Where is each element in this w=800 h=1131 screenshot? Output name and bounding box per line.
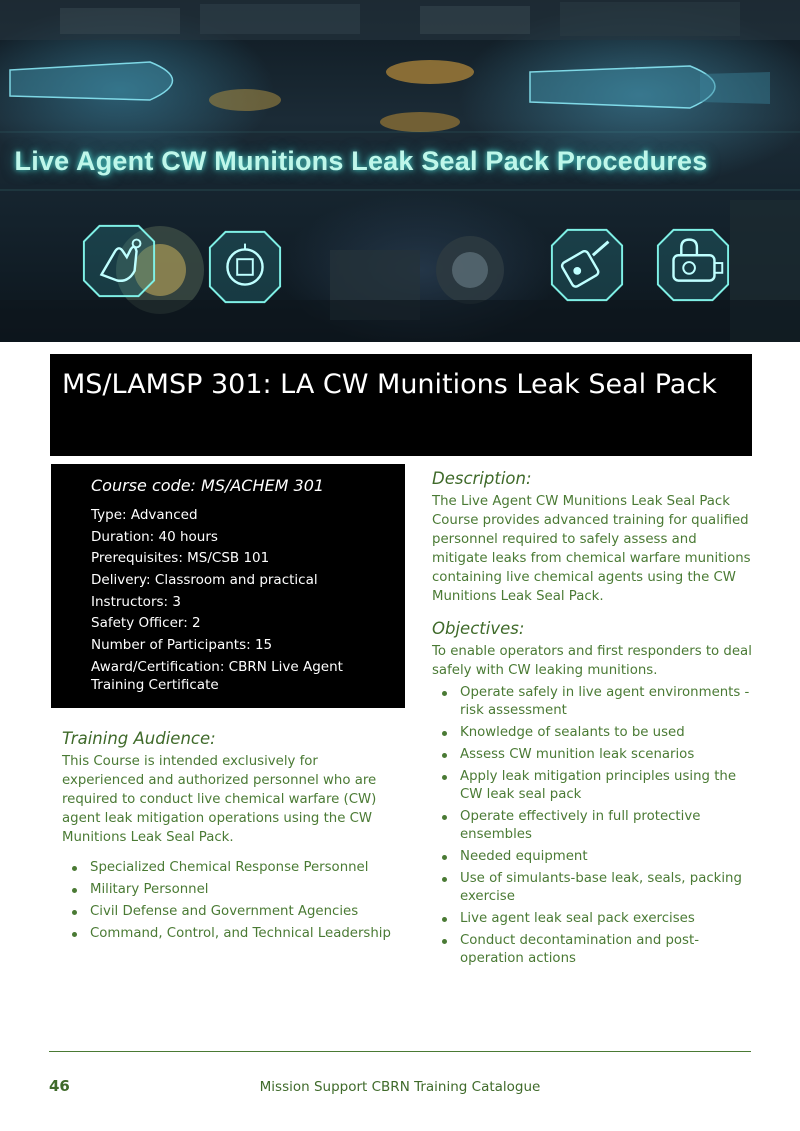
page-number: 46 xyxy=(49,1077,70,1095)
list-item: Knowledge of sealants to be used xyxy=(432,724,752,742)
description-heading: Description: xyxy=(432,469,532,488)
seal-device-icon xyxy=(206,228,284,306)
list-item: Use of simulants-base leak, seals, packing exercise xyxy=(432,870,752,906)
list-item: Assess CW munition leak scenarios xyxy=(432,746,752,764)
sealant-tool-icon xyxy=(548,226,626,304)
training-audience-text: This Course is intended exclusively for experienced and authorized personnel who are required to conduct live chemical warfare (CW) agent leak mitigation operations using the CW Munitions Leak Seal Pack. xyxy=(62,754,377,845)
footer-title: Mission Support CBRN Training Catalogue xyxy=(259,1079,541,1095)
glove-hand-icon xyxy=(80,222,158,300)
list-item: Apply leak mitigation principles using the CW leak seal pack xyxy=(432,768,752,804)
training-audience-section xyxy=(62,728,392,947)
training-audience-heading: Training Audience: xyxy=(62,729,216,748)
footer-divider xyxy=(49,1051,751,1052)
list-item: Operate effectively in full protective ensembles xyxy=(432,808,752,844)
objectives-list xyxy=(432,684,752,968)
detail-prerequisites: Prerequisites: MS/CSB 101 xyxy=(91,550,270,567)
detail-safety-officer: Safety Officer: 2 xyxy=(91,615,201,632)
lock-pump-icon xyxy=(654,226,732,304)
list-item: Live agent leak seal pack exercises xyxy=(432,910,752,928)
course-code: Course code: MS/ACHEM 301 xyxy=(91,476,325,495)
list-item: Command, Control, and Technical Leadership xyxy=(62,925,392,943)
list-item: Conduct decontamination and post-operation actions xyxy=(432,932,752,968)
list-item: Needed equipment xyxy=(432,848,752,866)
audience-list xyxy=(62,859,392,943)
banner-title: Live Agent CW Munitions Leak Seal Pack Procedures xyxy=(14,146,708,176)
list-item: Operate safely in live agent environments - risk assessment xyxy=(432,684,752,720)
course-title: MS/LAMSP 301: LA CW Munitions Leak Seal Pack xyxy=(62,369,717,400)
objectives-text: To enable operators and first responders to deal safely with CW leaking munitions. xyxy=(432,644,752,678)
course-title-bar xyxy=(50,354,752,456)
list-item: Specialized Chemical Response Personnel xyxy=(62,859,392,877)
description-text: The Live Agent CW Munitions Leak Seal Pack Course provides advanced training for qualified personnel required to safely assess and mitigate leaks from chemical warfare munitions containing live chemical agents using the CW Munitions Leak Seal Pack. xyxy=(432,494,751,604)
detail-duration: Duration: 40 hours xyxy=(91,528,218,545)
detail-instructors: Instructors: 3 xyxy=(91,593,181,610)
list-item: Military Personnel xyxy=(62,881,392,899)
detail-award: Award/Certification: CBRN Live Agent Training Certificate xyxy=(91,658,343,693)
list-item: Civil Defense and Government Agencies xyxy=(62,903,392,921)
banner-image xyxy=(0,0,800,342)
right-column xyxy=(432,468,752,972)
detail-type: Type: Advanced xyxy=(91,507,198,523)
detail-delivery: Delivery: Classroom and practical xyxy=(91,572,318,589)
course-info-box xyxy=(51,464,405,708)
detail-participants: Number of Participants: 15 xyxy=(91,637,273,654)
course-details-list xyxy=(91,506,395,694)
objectives-heading: Objectives: xyxy=(432,619,525,638)
